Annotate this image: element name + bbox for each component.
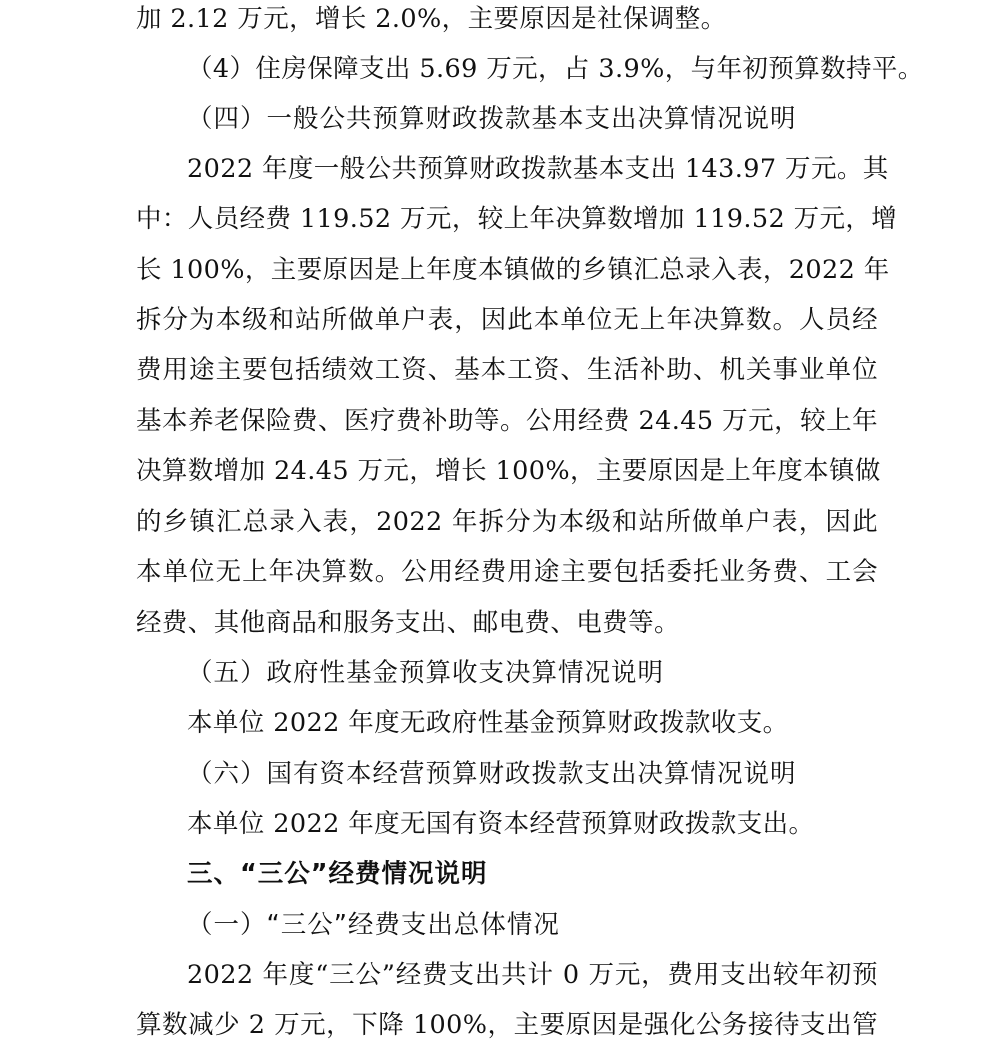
body-text-line: 算数减少 2 万元，下降 100%，主要原因是强化公务接待支出管 — [136, 1010, 878, 1040]
chapter-heading: 三、“三公”经费情况说明 — [187, 859, 488, 889]
section-heading: （一）“三公”经费支出总体情况 — [187, 910, 560, 940]
body-text-line: 本单位 2022 年度无国有资本经营预算财政拨款支出。 — [187, 809, 815, 839]
body-text-line: 本单位无上年决算数。公用经费用途主要包括委托业务费、工会 — [136, 557, 878, 587]
body-text-line: 2022 年度“三公”经费支出共计 0 万元，费用支出较年初预 — [187, 960, 878, 990]
section-heading: （四）一般公共预算财政拨款基本支出决算情况说明 — [187, 104, 797, 134]
body-text-line: 决算数增加 24.45 万元，增长 100%，主要原因是上年度本镇做 — [136, 456, 881, 486]
body-text-line: 加 2.12 万元，增长 2.0%，主要原因是社保调整。 — [136, 4, 727, 34]
body-text-line: 拆分为本级和站所做单户表，因此本单位无上年决算数。人员经 — [136, 305, 878, 335]
body-text-line: 2022 年度一般公共预算财政拨款基本支出 143.97 万元。其 — [187, 154, 889, 184]
body-text-line: 经费、其他商品和服务支出、邮电费、电费等。 — [136, 608, 680, 638]
body-text-line: 的乡镇汇总录入表，2022 年拆分为本级和站所做单户表，因此 — [136, 507, 878, 537]
body-text-line: 本单位 2022 年度无政府性基金预算财政拨款收支。 — [187, 708, 789, 738]
body-text-line: 长 100%，主要原因是上年度本镇做的乡镇汇总录入表，2022 年 — [136, 255, 890, 285]
body-text-line: 中：人员经费 119.52 万元，较上年决算数增加 119.52 万元，增 — [136, 204, 898, 234]
section-heading: （六）国有资本经营预算财政拨款支出决算情况说明 — [187, 759, 797, 789]
body-text-line: 基本养老保险费、医疗费补助等。公用经费 24.45 万元，较上年 — [136, 406, 878, 436]
body-text-line: （4）住房保障支出 5.69 万元，占 3.9%，与年初预算数持平。 — [187, 54, 924, 84]
body-text-line: 费用途主要包括绩效工资、基本工资、生活补助、机关事业单位 — [136, 355, 878, 385]
section-heading: （五）政府性基金预算收支决算情况说明 — [187, 658, 665, 688]
